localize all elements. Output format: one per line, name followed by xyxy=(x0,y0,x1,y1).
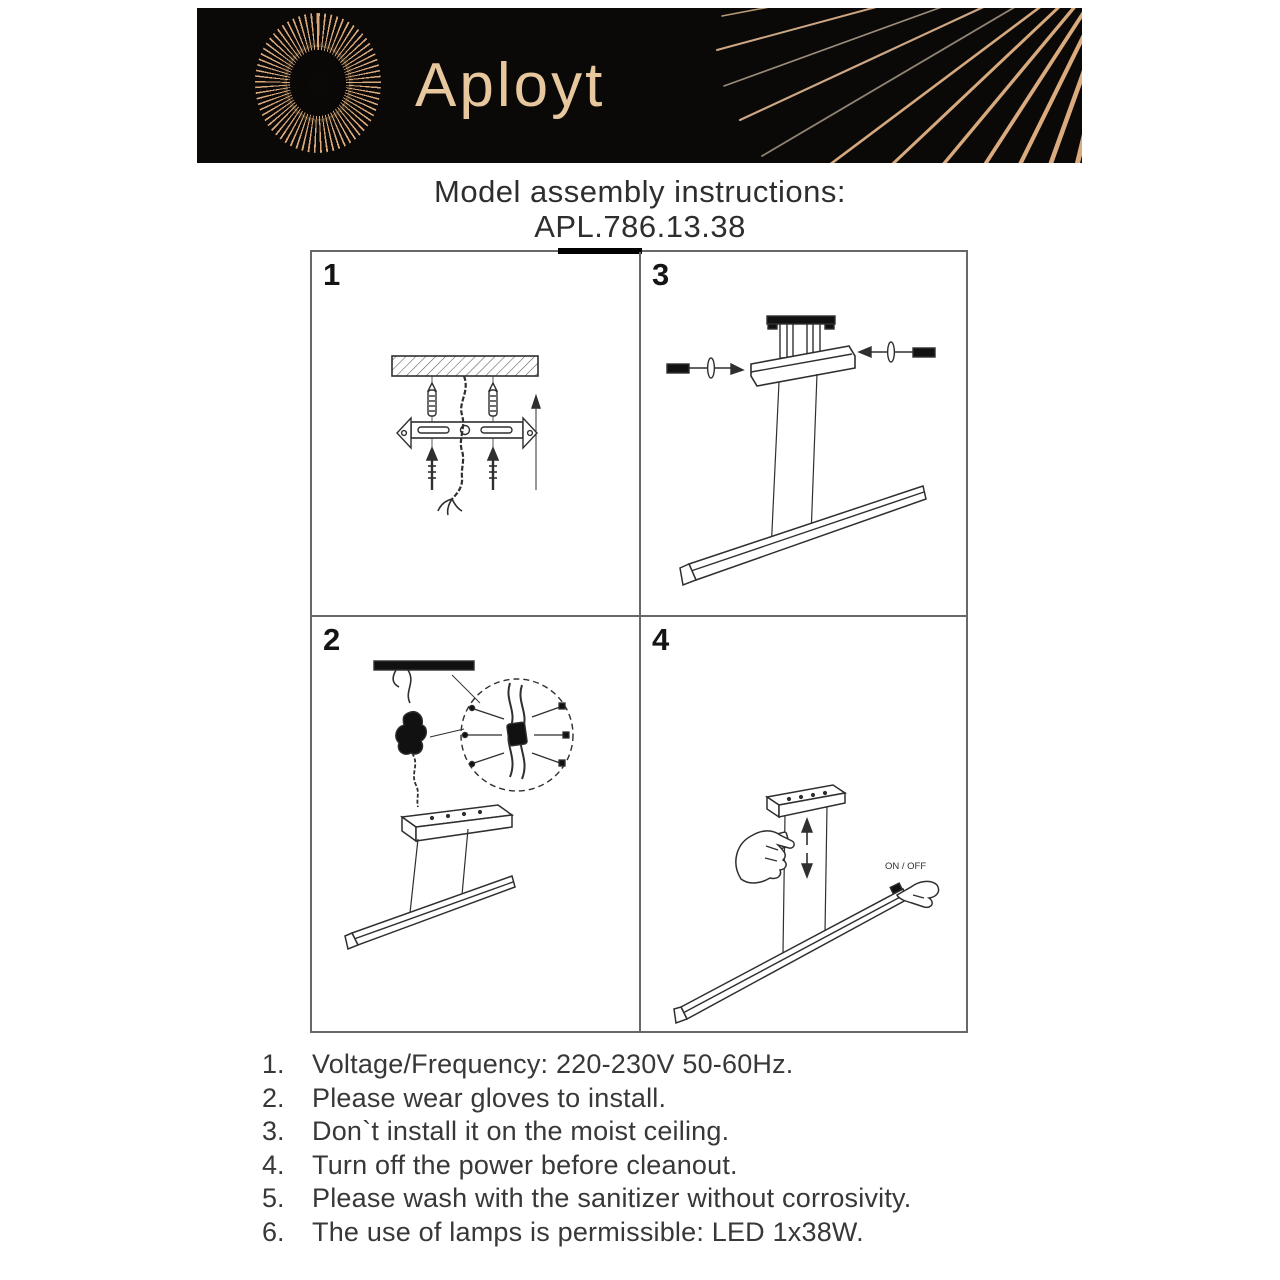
list-item-text: Please wash with the sanitizer without corrosivity. xyxy=(312,1183,912,1213)
list-item xyxy=(262,1150,1052,1184)
list-item xyxy=(262,1183,1052,1217)
brand-banner xyxy=(197,8,1082,163)
list-item-number: 5. xyxy=(262,1183,285,1213)
diagram-step-1 xyxy=(312,252,639,615)
instruction-list xyxy=(262,1049,1052,1250)
diagram-step-2 xyxy=(312,617,639,1031)
list-item-number: 4. xyxy=(262,1149,285,1180)
step-1-drawing xyxy=(312,252,639,615)
list-item xyxy=(262,1083,1052,1117)
page-title: Model assembly instructions: xyxy=(434,174,846,209)
step-number: 1 xyxy=(323,257,341,292)
list-item-number: 1. xyxy=(262,1049,285,1079)
model-number: APL.786.13.38 xyxy=(534,209,746,244)
logo-starburst-icon xyxy=(255,13,381,153)
list-item-text: Please wear gloves to install. xyxy=(312,1082,667,1113)
list-item xyxy=(262,1217,1052,1251)
list-item-text: Voltage/Frequency: 220-230V 50-60Hz. xyxy=(312,1049,794,1079)
list-item xyxy=(262,1116,1052,1150)
list-item-text: Turn off the power before cleanout. xyxy=(312,1149,738,1180)
decorative-rays-icon xyxy=(662,8,1082,163)
step-4-drawing xyxy=(641,617,966,1031)
step-2-drawing xyxy=(312,617,639,1031)
list-item-text: Don`t install it on the moist ceiling. xyxy=(312,1116,730,1146)
list-item-number: 6. xyxy=(262,1216,285,1247)
assembly-diagram-grid xyxy=(310,250,968,1033)
list-item-text: The use of lamps is permissible: LED 1x38W. xyxy=(312,1216,864,1247)
list-item xyxy=(262,1049,1052,1083)
step-number: 2 xyxy=(323,622,341,657)
on-off-label: ON / OFF xyxy=(885,861,927,872)
diagram-step-4 xyxy=(641,617,966,1031)
list-item-number: 3. xyxy=(262,1116,285,1146)
step-number: 3 xyxy=(652,257,670,292)
brand-name: Aployt xyxy=(415,51,606,120)
diagram-step-3 xyxy=(641,252,966,615)
list-item-number: 2. xyxy=(262,1082,285,1113)
logo-starburst-center xyxy=(290,50,346,116)
step-number: 4 xyxy=(652,622,670,657)
step-3-drawing xyxy=(641,252,966,615)
